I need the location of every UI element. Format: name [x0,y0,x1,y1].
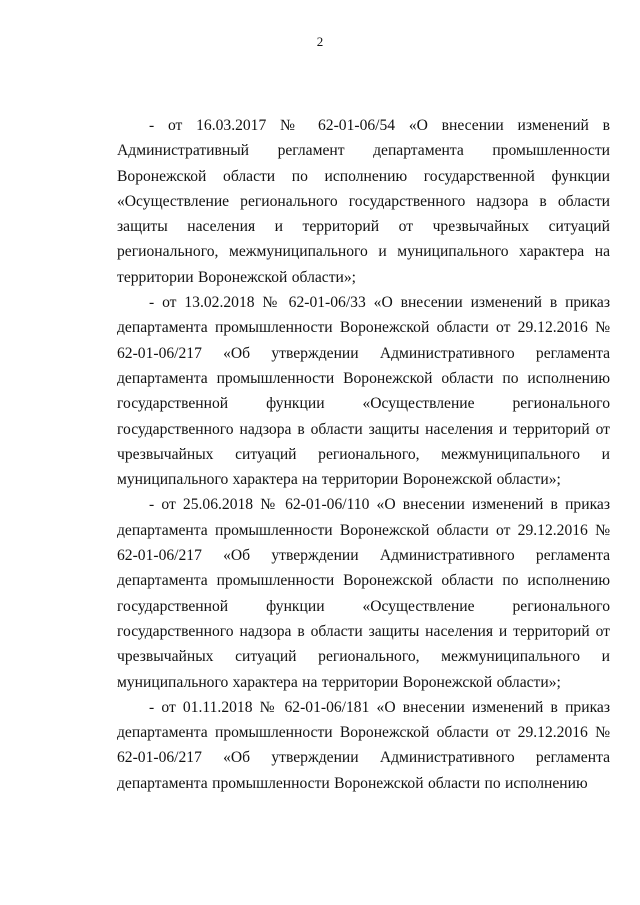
page-number: 2 [316,34,324,49]
document-body [117,113,610,796]
list-item: - от 16.03.2017 № 62-01-06/54 «О внесении изменений в Административный регламент департамента промышленности Воронежской области по исполнению государственной функции «Осуществление регионального государственного надзора в области защиты населения и территорий от чрезвычайных ситуаций регионального, межмуниципального и муниципального характера на территории Воронежской области»; [117,117,610,286]
list-item: - от 25.06.2018 № 62-01-06/110 «О внесении изменений в приказ департамента промышленности Воронежской области от 29.12.2016 № 62-01-06/217 «Об утверждении Административного регламента департамента промышленности Воронежской области по исполнению государственной функции «Осуществление регионального государственного надзора в области защиты населения и территорий от чрезвычайных ситуаций регионального, межмуниципального и муниципального характера на территории Воронежской области»; [117,496,610,691]
list-item: - от 13.02.2018 № 62-01-06/33 «О внесении изменений в приказ департамента промышленности Воронежской области от 29.12.2016 № 62-01-06/217 «Об утверждении Административного регламента департамента промышленности Воронежской области по исполнению государственной функции «Осуществление регионального государственного надзора в области защиты населения и территорий от чрезвычайных ситуаций регионального, межмуниципального и муниципального характера на территории Воронежской области»; [117,294,610,489]
list-item: - от 01.11.2018 № 62-01-06/181 «О внесении изменений в приказ департамента промышленности Воронежской области от 29.12.2016 № 62-01-06/217 «Об утверждении Административного регламента департамента промышленности Воронежской области по исполнению [117,698,610,792]
